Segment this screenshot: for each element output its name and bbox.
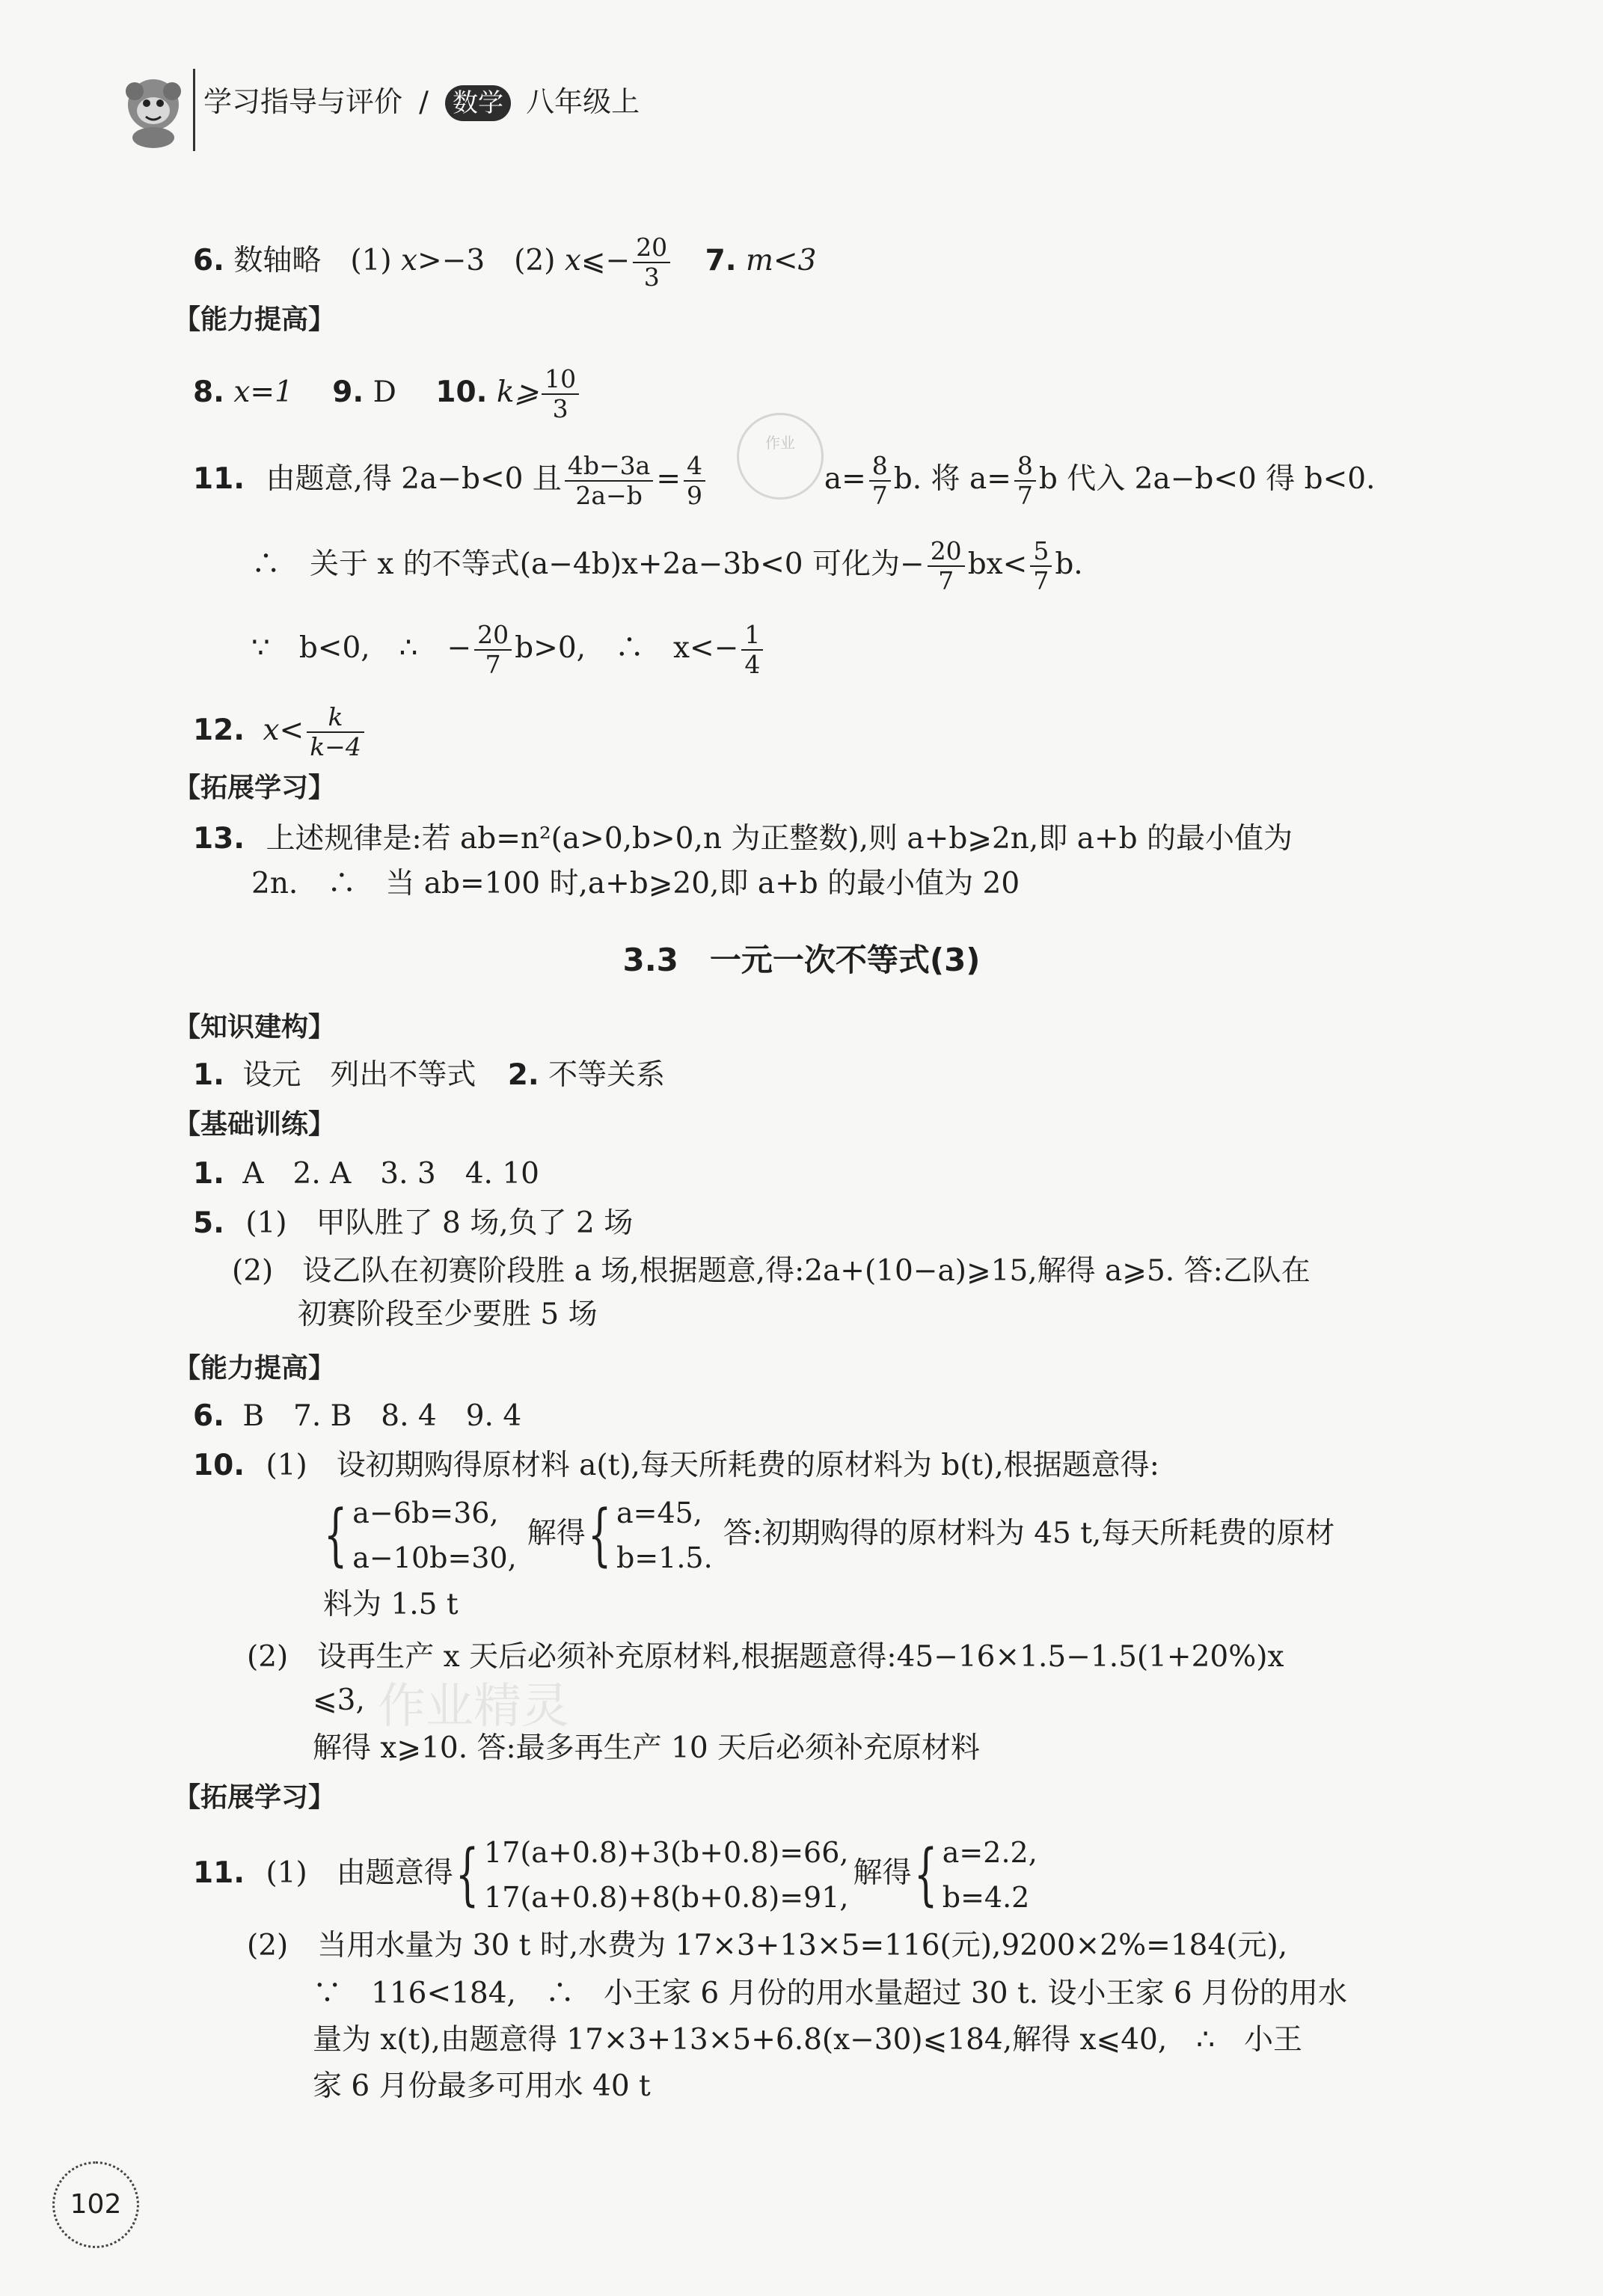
slash-divider: ∕	[419, 85, 429, 118]
answer-line-q13: 13. 上述规律是:若 ab=n²(a>0,b>0,n 为正整数),则 a+b⩾2n,即 a+b 的最小值为	[193, 822, 1293, 856]
answer-line-basic: 1. A 2. A 3. 3 4. 10	[193, 1157, 539, 1191]
section-heading-ability-2: 【能力提高】	[174, 1353, 336, 1384]
header-bar	[203, 81, 640, 123]
equation-system: a=2.2, b=4.2	[942, 1836, 1037, 1914]
section-heading-basic: 【基础训练】	[174, 1109, 336, 1140]
page-number: 102	[52, 2161, 139, 2248]
left-brace: {	[323, 1496, 348, 1574]
fraction: $\frac{5}{7}$	[1030, 537, 1052, 595]
fraction: $\frac{8}{7}$	[869, 452, 891, 510]
section-heading-extend: 【拓展学习】	[174, 773, 336, 803]
answer-line-ability-2: 6. B 7. B 8. 4 9. 4	[193, 1399, 522, 1433]
answer-line-q5-2: (2) 设乙队在初赛阶段胜 a 场,根据题意,得:2a+(10−a)⩾15,解得 a⩾5. 答:乙队在	[232, 1254, 1311, 1288]
homework-stamp: 作业	[737, 413, 824, 500]
answer-line-q10b-2c: 解得 x⩾10. 答:最多再生产 10 天后必须补充原材料	[313, 1731, 981, 1765]
answer-line-q5-1: 5. (1) 甲队胜了 8 场,负了 2 场	[193, 1206, 634, 1240]
section-heading-ability: 【能力提高】	[174, 304, 336, 335]
book-title: 学习指导与评价	[203, 85, 403, 118]
left-brace: {	[455, 1835, 479, 1914]
answer-line-q6-q7: 6. 数轴略 (1) x>−3 (2) x⩽− $\frac{20}{3}$ 7. m<3	[193, 233, 817, 292]
answer-line-q5-2-cont: 初赛阶段至少要胜 5 场	[298, 1298, 598, 1331]
answer-line-q10b-ans: 料为 1.5 t	[323, 1588, 459, 1621]
fraction: $\frac{4}{9}$	[684, 452, 705, 510]
mascot-logo	[112, 69, 194, 151]
section-heading-extend-2: 【拓展学习】	[174, 1782, 336, 1813]
fraction: $\frac{10}{3}$	[542, 365, 579, 423]
answer-line-q11-step2: ∴ 关于 x 的不等式(a−4b)x+2a−3b<0 可化为− $\frac{20}{7}$ bx< $\frac{5}{7}$ b.	[251, 536, 1083, 595]
answer-line-q11b-2b: ∵ 116<184, ∴ 小王家 6 月份的用水量超过 30 t. 设小王家 6 月份的用水	[313, 1977, 1348, 2010]
subject-badge: 数学	[445, 85, 511, 121]
answer-line-q13-cont: 2n. ∴ 当 ab=100 时,a+b⩾20,即 a+b 的最小值为 20	[251, 867, 1020, 900]
equation-system: a−6b=36, a−10b=30,	[352, 1497, 517, 1574]
answer-line-q10b-2b: ⩽3,	[313, 1683, 365, 1717]
answer-line-q11: 11. 由题意,得 2a−b<0 且 $\frac{4b-3a}{2a-b}$ = $\frac{4}{9}$ a= $\frac{8}{7}$ b. 将 a= $\frac{8}{7}$ b 代入 2a−b<0 得 b<0.	[193, 451, 1376, 510]
fraction: $\frac{k}{k-4}$	[307, 703, 364, 761]
watermark: 作业精灵	[378, 1679, 569, 1734]
answer-line-q12: 12. x< $\frac{k}{k-4}$	[193, 703, 367, 761]
answer-line-q10b-1: 10. (1) 设初期购得原材料 a(t),每天所耗费的原材料为 b(t),根据题意得:	[193, 1449, 1159, 1482]
answer-line-q10b-2: (2) 设再生产 x 天后必须补充原材料,根据题意得:45−16×1.5−1.5(1+20%)x	[247, 1640, 1284, 1674]
fraction: $\frac{20}{7}$	[928, 537, 965, 595]
equation-system: 17(a+0.8)+3(b+0.8)=66, 17(a+0.8)+8(b+0.8)=91,	[484, 1836, 849, 1914]
answer-line-q11b-2a: (2) 当用水量为 30 t 时,水费为 17×3+13×5=116(元),9200×2%=184(元),	[247, 1929, 1288, 1962]
header-divider	[193, 69, 195, 151]
fraction: $\frac{8}{7}$	[1014, 452, 1036, 510]
answer-line-q11b-2d: 家 6 月份最多可用水 40 t	[313, 2069, 651, 2103]
fraction: $\frac{4b-3a}{2a-b}$	[565, 452, 653, 510]
fraction: $\frac{1}{4}$	[741, 621, 763, 679]
answer-line-q10b-system: { a−6b=36, a−10b=30, 解得{ a=45, b=1.5. 答:初期购得的原材料为 45 t,每天所耗费的原材	[322, 1485, 1334, 1583]
grade-label: 八年级上	[526, 85, 640, 118]
section-heading-knowledge: 【知识建构】	[174, 1012, 336, 1043]
section-title: 3.3 一元一次不等式(3)	[622, 942, 981, 978]
answer-line-knowledge: 1. 设元 列出不等式 2. 不等关系	[193, 1058, 666, 1092]
answer-line-q11b-2c: 量为 x(t),由题意得 17×3+13×5+6.8(x−30)⩽184,解得 x⩽40, ∴ 小王	[313, 2023, 1303, 2057]
answer-line-q8-q10: 8. x=1 9. D 10. k⩾ $\frac{10}{3}$	[193, 365, 582, 423]
equation-system: a=45, b=1.5.	[616, 1497, 713, 1574]
answer-line-q11b-1: 11. (1) 由题意得{ 17(a+0.8)+3(b+0.8)=66, 17(a+0.8)+8(b+0.8)=91, 解得{ a=2.2, b=4.2	[193, 1825, 1037, 1922]
answer-line-q11-step3: ∵ b<0, ∴ − $\frac{20}{7}$ b>0, ∴ x<− $\frac{1}{4}$	[251, 621, 766, 679]
fraction: $\frac{20}{3}$	[633, 233, 670, 292]
left-brace: {	[587, 1496, 612, 1574]
left-brace: {	[913, 1835, 937, 1914]
fraction: $\frac{20}{7}$	[474, 621, 512, 679]
